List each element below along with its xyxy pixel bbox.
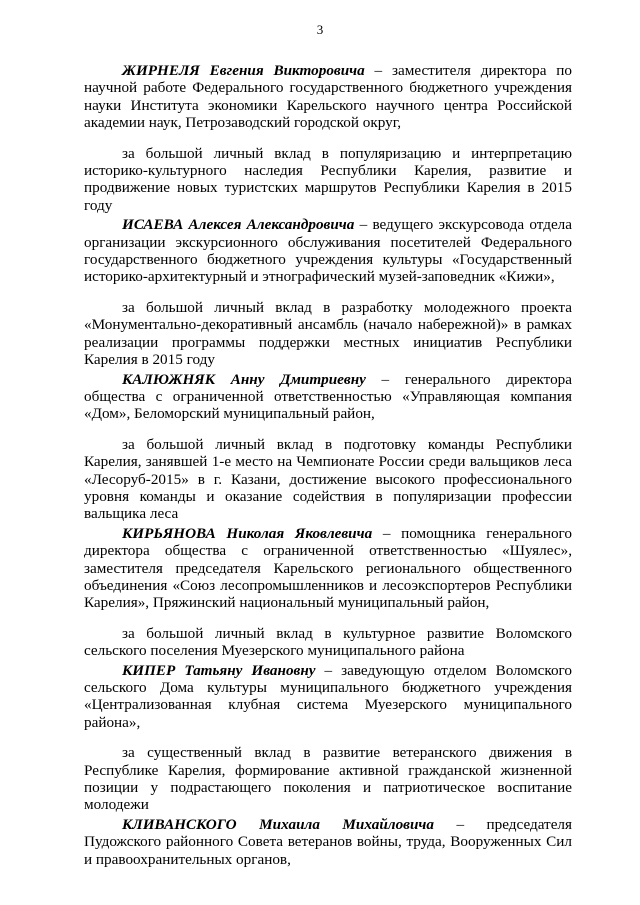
nominee-position: – заместителя директора по научной работе Федерального государственного бюджетного учреждения науки Института экономики Карельского научного центра Российской академии наук, Петрозаводский городской округ, [84, 62, 572, 132]
award-entry [84, 371, 572, 523]
nominee-name: КИПЕР Татьяну Ивановну [122, 661, 316, 679]
nominee-name: КАЛЮЖНЯК Анну Дмитриевну [122, 370, 366, 388]
award-entry [84, 216, 572, 368]
award-reason: за большой личный вклад в культурное развитие Воломского сельского поселения Муезерского муниципального района [84, 624, 572, 660]
award-reason: за большой личный вклад в подготовку команды Республики Карелия, занявшей 1-е место на Чемпионате России среди вальщиков леса «Лесоруб-2015» в г. Казани, достижение высокого профессионального уровня команды и оказание содействия в популяризации профессии вальщика леса [84, 435, 572, 523]
page-number: 3 [316, 22, 324, 37]
nominee-position: – ведущего экскурсовода отдела организации экскурсионного обслуживания посетителей Федерального государственного бюджетного учреждения культуры «Государственный историко-архитектурный и этнографический музей-заповедник «Кижи», [84, 216, 572, 286]
nominee-paragraph [84, 62, 572, 132]
nominee-name: ИСАЕВА Алексея Александровича [122, 216, 355, 234]
nominee-paragraph [84, 216, 572, 286]
nominee-paragraph [84, 662, 572, 732]
nominee-name: ЖИРНЕЛЯ Евгения Викторовича [122, 62, 365, 79]
award-entry [84, 525, 572, 660]
nominee-paragraph [84, 371, 572, 423]
award-entry [84, 816, 572, 868]
award-reason: за большой личный вклад в популяризацию и интерпретацию историко-культурного наследия Республики Карелия, развитие и продвижение новых туристских маршрутов Республики Карелия в 2015 году [84, 144, 572, 214]
nominee-position: – председателя Пудожского районного Совета ветеранов войны, труда, Вооруженных Сил и правоохранительных органов, [84, 815, 572, 868]
nominee-paragraph [84, 816, 572, 868]
nominee-paragraph [84, 525, 572, 612]
award-reason: за существенный вклад в развитие ветеранского движения в Республике Карелия, формирование активной гражданской жизненной позиции у подрастающего поколения и патриотическое воспитание молодежи [84, 744, 572, 814]
nominee-position: – генерального директора общества с ограниченной ответственностью «Управляющая компания «Дом», Беломорский муниципальный район, [84, 370, 573, 423]
nominee-name: КИРЬЯНОВА Николая Яковлевича [122, 524, 373, 542]
document-body [84, 62, 572, 868]
nominee-position: – помощника генерального директора общества с ограниченной ответственностью «Шуялес», заместителя председателя Карельского регионального общественного объединения «Союз лесопромышленников и лесоэкспортеров Республики Карелия», Пряжинский национальный муниципальный район, [84, 524, 572, 612]
award-entry [84, 662, 572, 814]
nominee-position: – заведующую отделом Воломского сельского Дома культуры муниципального бюджетного учреждения «Централизованная клубная система Муезерского муниципального района», [84, 661, 572, 731]
award-reason: за большой личный вклад в разработку молодежного проекта «Монументально-декоративный ансамбль (начало набережной)» в рамках реализации программы поддержки местных инициатив Республики Карелия в 2015 году [84, 298, 572, 369]
award-entry [84, 62, 572, 214]
nominee-name: КЛИВАНСКОГО Михаила Михайловича [122, 815, 434, 833]
